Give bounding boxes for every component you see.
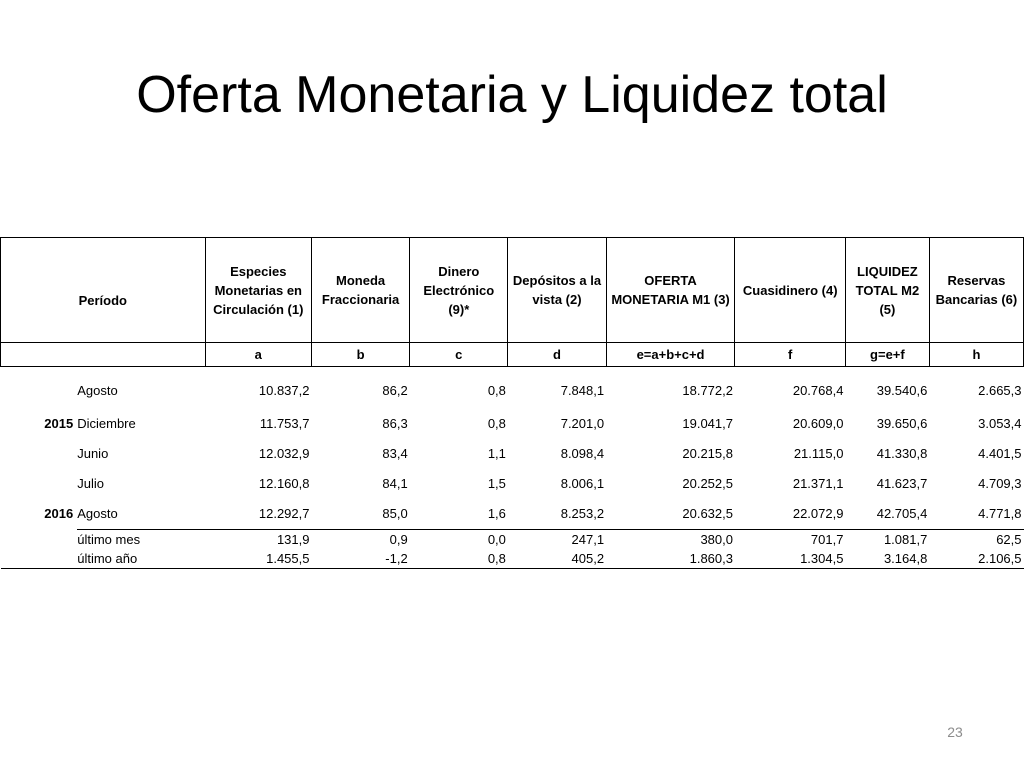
cell-value: 3.053,4 xyxy=(978,416,1022,431)
table-row xyxy=(1,439,1024,469)
cell-value: 1.860,3 xyxy=(606,549,735,569)
cell-value: 4.771,8 xyxy=(929,499,1023,530)
header-cuasidinero: Cuasidinero (4) xyxy=(735,238,845,343)
cell-value: 1.455,5 xyxy=(205,549,311,569)
header-row xyxy=(1,238,1024,343)
cell-value: 42.705,4 xyxy=(845,499,929,530)
cell-value: 86,2 xyxy=(382,383,408,398)
header-reservas: Reservas Bancarias (6) xyxy=(929,238,1023,343)
cell-value: 0,8 xyxy=(487,383,506,398)
variation-row xyxy=(1,530,1024,550)
header-moneda: Moneda Fraccionaria xyxy=(311,238,409,343)
slide-title: Oferta Monetaria y Liquidez total xyxy=(136,66,888,124)
cell-value: 4.401,5 xyxy=(978,446,1022,461)
cell-value: 2.665,3 xyxy=(978,383,1022,398)
cell-value: 0,8 xyxy=(487,416,506,431)
cell-value: 22.072,9 xyxy=(735,499,845,530)
subheader-g: g=e+f xyxy=(845,343,929,367)
cell-value: 11.753,7 xyxy=(259,416,310,431)
cell-value: 20.252,5 xyxy=(682,476,733,491)
row-year xyxy=(1,439,78,469)
cell-value: 20.632,5 xyxy=(606,499,735,530)
cell-value: 131,9 xyxy=(276,532,310,547)
cell-value: 1,6 xyxy=(410,499,508,530)
cell-value: 4.709,3 xyxy=(978,476,1022,491)
table-row xyxy=(1,367,1024,410)
cell-value: 7.848,1 xyxy=(560,383,605,398)
cell-value: 12.032,9 xyxy=(258,446,310,461)
header-depositos: Depósitos a la vista (2) xyxy=(508,238,606,343)
cell-value: 1.304,5 xyxy=(735,549,845,569)
subheader-f: f xyxy=(735,343,845,367)
row-month: Agosto xyxy=(77,383,118,398)
subheader-h: h xyxy=(929,343,1023,367)
cell-value: 701,7 xyxy=(810,532,844,547)
subheader-b: b xyxy=(311,343,409,367)
cell-value: 1,1 xyxy=(487,446,506,461)
cell-value: 19.041,7 xyxy=(682,416,733,431)
cell-value: 41.330,8 xyxy=(876,446,928,461)
table-row xyxy=(1,469,1024,499)
row-year: 2015 xyxy=(44,416,74,431)
cell-value: 3.164,8 xyxy=(845,549,929,569)
cell-value: 21.371,1 xyxy=(792,476,844,491)
cell-value: -1,2 xyxy=(311,549,409,569)
cell-value: 380,0 xyxy=(700,532,733,547)
row-year: 2016 xyxy=(44,506,74,522)
subheader-e: e=a+b+c+d xyxy=(606,343,735,367)
monetary-table xyxy=(0,237,1024,569)
row-month: Agosto xyxy=(77,499,205,530)
cell-value: 20.215,8 xyxy=(682,446,733,461)
cell-value: 0,8 xyxy=(410,549,508,569)
row-month: Junio xyxy=(77,446,109,461)
header-dinero-electronico: Dinero Electrónico (9)* xyxy=(410,238,508,343)
cell-value: 8.006,1 xyxy=(560,476,605,491)
cell-value: 2.106,5 xyxy=(929,549,1023,569)
variation-blank xyxy=(1,530,78,550)
cell-value: 405,2 xyxy=(508,549,606,569)
cell-value: 247,1 xyxy=(571,532,605,547)
subheader-row xyxy=(1,343,1024,367)
cell-value: 12.292,7 xyxy=(205,499,311,530)
variation-blank xyxy=(1,549,78,569)
cell-value: 39.540,6 xyxy=(876,383,928,398)
cell-value: 8.253,2 xyxy=(508,499,606,530)
table-row xyxy=(1,499,1024,530)
cell-value: 12.160,8 xyxy=(258,476,310,491)
cell-value: 39.650,6 xyxy=(876,416,928,431)
subheader-a: a xyxy=(205,343,311,367)
cell-value: 20.609,0 xyxy=(792,416,844,431)
cell-value: 62,5 xyxy=(996,532,1022,547)
row-year xyxy=(1,469,78,499)
variation-row xyxy=(1,549,1024,569)
cell-value: 83,4 xyxy=(382,446,408,461)
row-month: Julio xyxy=(77,476,104,491)
row-month: Diciembre xyxy=(77,416,136,431)
cell-value: 18.772,2 xyxy=(682,383,733,398)
header-especies: Especies Monetarias en Circulación (1) xyxy=(205,238,311,343)
cell-value: 86,3 xyxy=(382,416,408,431)
cell-value: 1,5 xyxy=(487,476,506,491)
header-periodo: Período xyxy=(1,238,206,343)
table-row xyxy=(1,409,1024,439)
cell-value: 8.098,4 xyxy=(560,446,605,461)
variation-label: último mes xyxy=(77,532,141,547)
cell-value: 0,0 xyxy=(487,532,506,547)
cell-value: 0,9 xyxy=(389,532,408,547)
header-liquidez-m2: LIQUIDEZ TOTAL M2 (5) xyxy=(845,238,929,343)
cell-value: 1.081,7 xyxy=(883,532,928,547)
subheader-blank xyxy=(1,343,206,367)
cell-value: 10.837,2 xyxy=(258,383,310,398)
cell-value: 21.115,0 xyxy=(793,446,844,461)
header-oferta-m1: OFERTA MONETARIA M1 (3) xyxy=(606,238,735,343)
page-number: 23 xyxy=(947,724,963,740)
subheader-d: d xyxy=(508,343,606,367)
cell-value: 84,1 xyxy=(382,476,408,491)
variation-label: último año xyxy=(77,549,205,569)
cell-value: 7.201,0 xyxy=(560,416,605,431)
cell-value: 20.768,4 xyxy=(792,383,844,398)
cell-value: 85,0 xyxy=(311,499,409,530)
cell-value: 41.623,7 xyxy=(876,476,928,491)
subheader-c: c xyxy=(410,343,508,367)
row-year xyxy=(1,367,78,410)
